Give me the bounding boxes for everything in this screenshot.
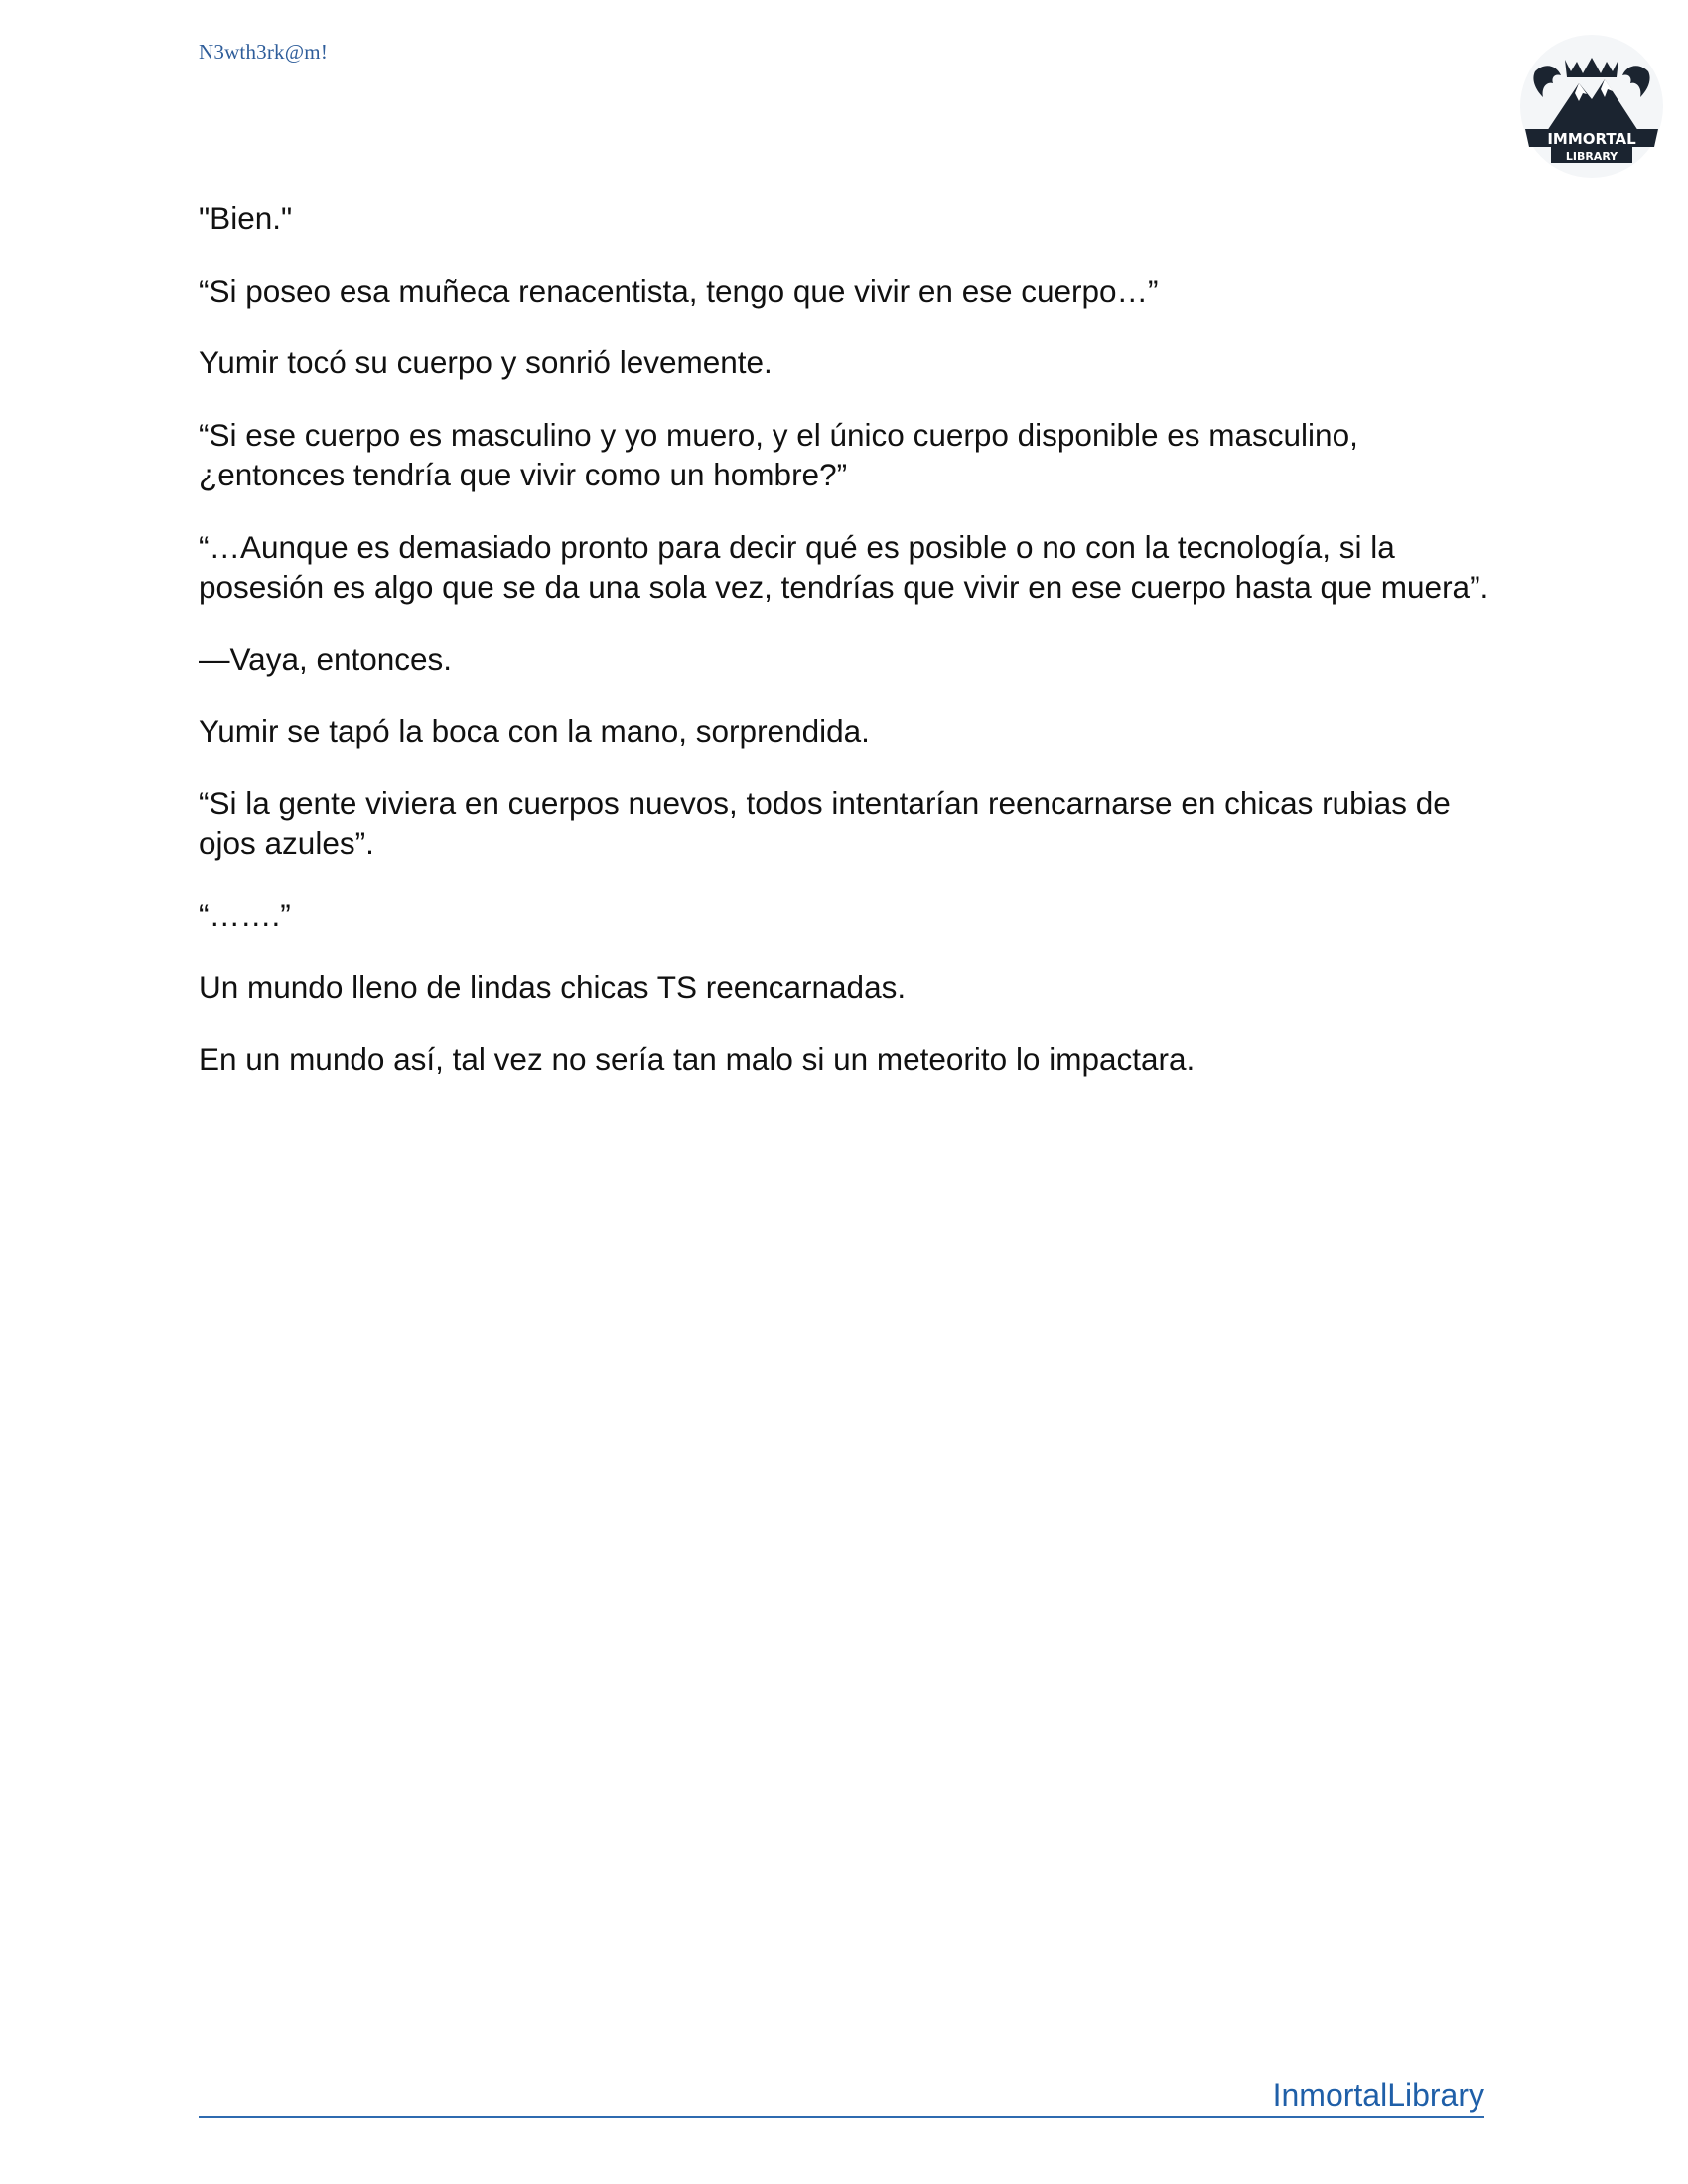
paragraph: Yumir se tapó la boca con la mano, sorprendida. (199, 713, 870, 749)
paragraph: —Vaya, entonces. (199, 640, 453, 677)
paragraph: En un mundo así, tal vez no sería tan malo si un meteorito lo impactara. (199, 1040, 1196, 1077)
footer-divider (199, 2116, 1484, 2118)
document-body (199, 199, 1489, 1111)
logo-text-immortal: IMMORTAL (1547, 130, 1636, 148)
paragraph: "Bien." (199, 201, 293, 236)
immortal-library-logo (1517, 32, 1666, 181)
paragraph: “Si ese cuerpo es masculino y yo muero, y el único cuerpo disponible es masculino, ¿entonces tendría que vivir como un hombre?” (199, 416, 1358, 492)
paragraph: “Si la gente viviera en cuerpos nuevos, todos intentarían reencarnarse en chicas rubias de ojos azules”. (199, 784, 1451, 861)
paragraph: “Si poseo esa muñeca renacentista, tengo que vivir en ese cuerpo…” (199, 272, 1159, 309)
paragraph: Yumir tocó su cuerpo y sonrió levemente. (199, 344, 773, 380)
header-watermark: N3wth3rk@m! (199, 40, 329, 64)
footer-link-inmortallibrary[interactable]: InmortalLibrary (1272, 2077, 1484, 2113)
logo-text-library: LIBRARY (1565, 150, 1618, 163)
paragraph: “…….” (199, 896, 291, 933)
dragon-mountain-crest-icon (1517, 32, 1666, 181)
paragraph: “…Aunque es demasiado pronto para decir qué es posible o no con la tecnología, si la posesión es algo que se da una sola vez, tendrías que vivir en ese cuerpo hasta que muera”. (199, 528, 1489, 605)
paragraph: Un mundo lleno de lindas chicas TS reencarnadas. (199, 969, 907, 1005)
